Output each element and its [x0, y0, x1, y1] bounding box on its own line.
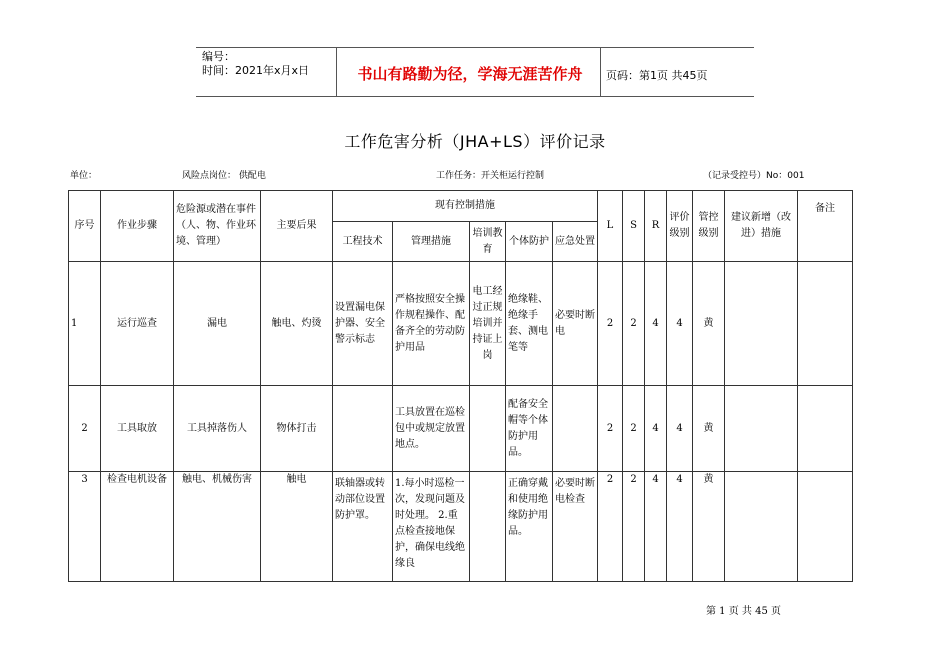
header-control-level: 管控级别 [693, 191, 725, 262]
header-controls: 现有控制措施 [333, 191, 598, 222]
row-R: 4 [645, 262, 667, 386]
row-suggestion [725, 472, 798, 582]
header-S: S [623, 191, 645, 262]
header-page-info: 页码：第1页 共45页 [606, 69, 708, 82]
row-R: 4 [645, 386, 667, 472]
row-grade: 4 [667, 262, 693, 386]
row-grade: 4 [667, 386, 693, 472]
row-R: 4 [645, 472, 667, 582]
row-control-level: 黄 [693, 262, 725, 386]
header-seq: 序号 [69, 191, 101, 262]
header-row [69, 191, 853, 222]
row-hazard: 触电、机械伤害 [174, 472, 261, 582]
row-S: 2 [623, 386, 645, 472]
header-R: R [645, 191, 667, 262]
row-suggestion [725, 262, 798, 386]
header-engineering: 工程技术 [333, 222, 393, 262]
row-grade: 4 [667, 472, 693, 582]
header-hazard: 危险源或潜在事件（人、物、作业环境、管理） [174, 191, 261, 262]
row-ppe: 正确穿戴和使用绝缘防护用品。 [506, 472, 553, 582]
row-step: 工具取放 [101, 386, 174, 472]
header-step: 作业步骤 [101, 191, 174, 262]
row-remark [798, 472, 853, 582]
header-meta [202, 50, 309, 78]
row-training [470, 472, 506, 582]
header-suggestion: 建议新增（改进）措施 [725, 191, 798, 262]
row-emergency [553, 386, 598, 472]
task-label: 工作任务：开关柜运行控制 [436, 171, 545, 181]
header-consequence: 主要后果 [261, 191, 333, 262]
header-ppe: 个体防护 [506, 222, 553, 262]
row-hazard: 漏电 [174, 262, 261, 386]
header-training: 培训教育 [470, 222, 506, 262]
row-consequence: 触电 [261, 472, 333, 582]
row-seq: 1 [69, 262, 101, 386]
row-training [470, 386, 506, 472]
page-header [196, 47, 754, 97]
row-training: 电工经过正规培训并持证上岗 [470, 262, 506, 386]
header-divider [600, 48, 601, 96]
row-step: 检查电机设备 [101, 472, 174, 582]
row-control-level: 黄 [693, 386, 725, 472]
date-label: 时间：2021年x月x日 [202, 64, 310, 77]
page-footer: 第 1 页 共 45 页 [706, 606, 781, 617]
row-S: 2 [623, 472, 645, 582]
header-grade: 评价级别 [667, 191, 693, 262]
table-row [69, 262, 853, 386]
row-S: 2 [623, 262, 645, 386]
row-remark [798, 262, 853, 386]
row-ppe: 配备安全帽等个体防护用品。 [506, 386, 553, 472]
header-L: L [598, 191, 623, 262]
row-engineering: 联轴器或转动部位设置防护罩。 [333, 472, 393, 582]
row-L: 2 [598, 262, 623, 386]
row-hazard: 工具掉落伤人 [174, 386, 261, 472]
row-engineering [333, 386, 393, 472]
row-management: 严格按照安全操作规程操作、配备齐全的劳动防护用品 [393, 262, 470, 386]
header-emergency: 应急处置 [553, 222, 598, 262]
row-emergency: 必要时断电检查 [553, 472, 598, 582]
row-control-level: 黄 [693, 472, 725, 582]
unit-label: 单位： [70, 171, 98, 181]
jha-table [68, 190, 853, 582]
header-motto: 书山有路勤为径，学海无涯苦作舟 [357, 65, 583, 83]
row-emergency: 必要时断电 [553, 262, 598, 386]
code-label: 编号： [202, 50, 235, 63]
document-title: 工作危害分析（JHA+LS）评价记录 [344, 132, 606, 151]
record-number: （记录受控号）No：001 [703, 171, 805, 181]
row-management: 工具放置在巡检包中或规定放置地点。 [393, 386, 470, 472]
table-row [69, 472, 853, 582]
row-management: 1.每小时巡检一次，发现问题及时处理。 2.重点检查接地保护，确保电线绝缘良 [393, 472, 470, 582]
row-step: 运行巡查 [101, 262, 174, 386]
row-consequence: 触电、灼烫 [261, 262, 333, 386]
row-ppe: 绝缘鞋、绝缘手套、测电笔等 [506, 262, 553, 386]
row-engineering: 设置漏电保护器、安全警示标志 [333, 262, 393, 386]
row-seq: 2 [69, 386, 101, 472]
row-consequence: 物体打击 [261, 386, 333, 472]
post-label: 风险点岗位： 供配电 [182, 171, 266, 181]
row-seq: 3 [69, 472, 101, 582]
header-management: 管理措施 [393, 222, 470, 262]
header-divider [336, 48, 337, 96]
row-L: 2 [598, 386, 623, 472]
row-L: 2 [598, 472, 623, 582]
row-suggestion [725, 386, 798, 472]
table-row [69, 386, 853, 472]
header-remark: 备注 [798, 191, 853, 262]
row-remark [798, 386, 853, 472]
